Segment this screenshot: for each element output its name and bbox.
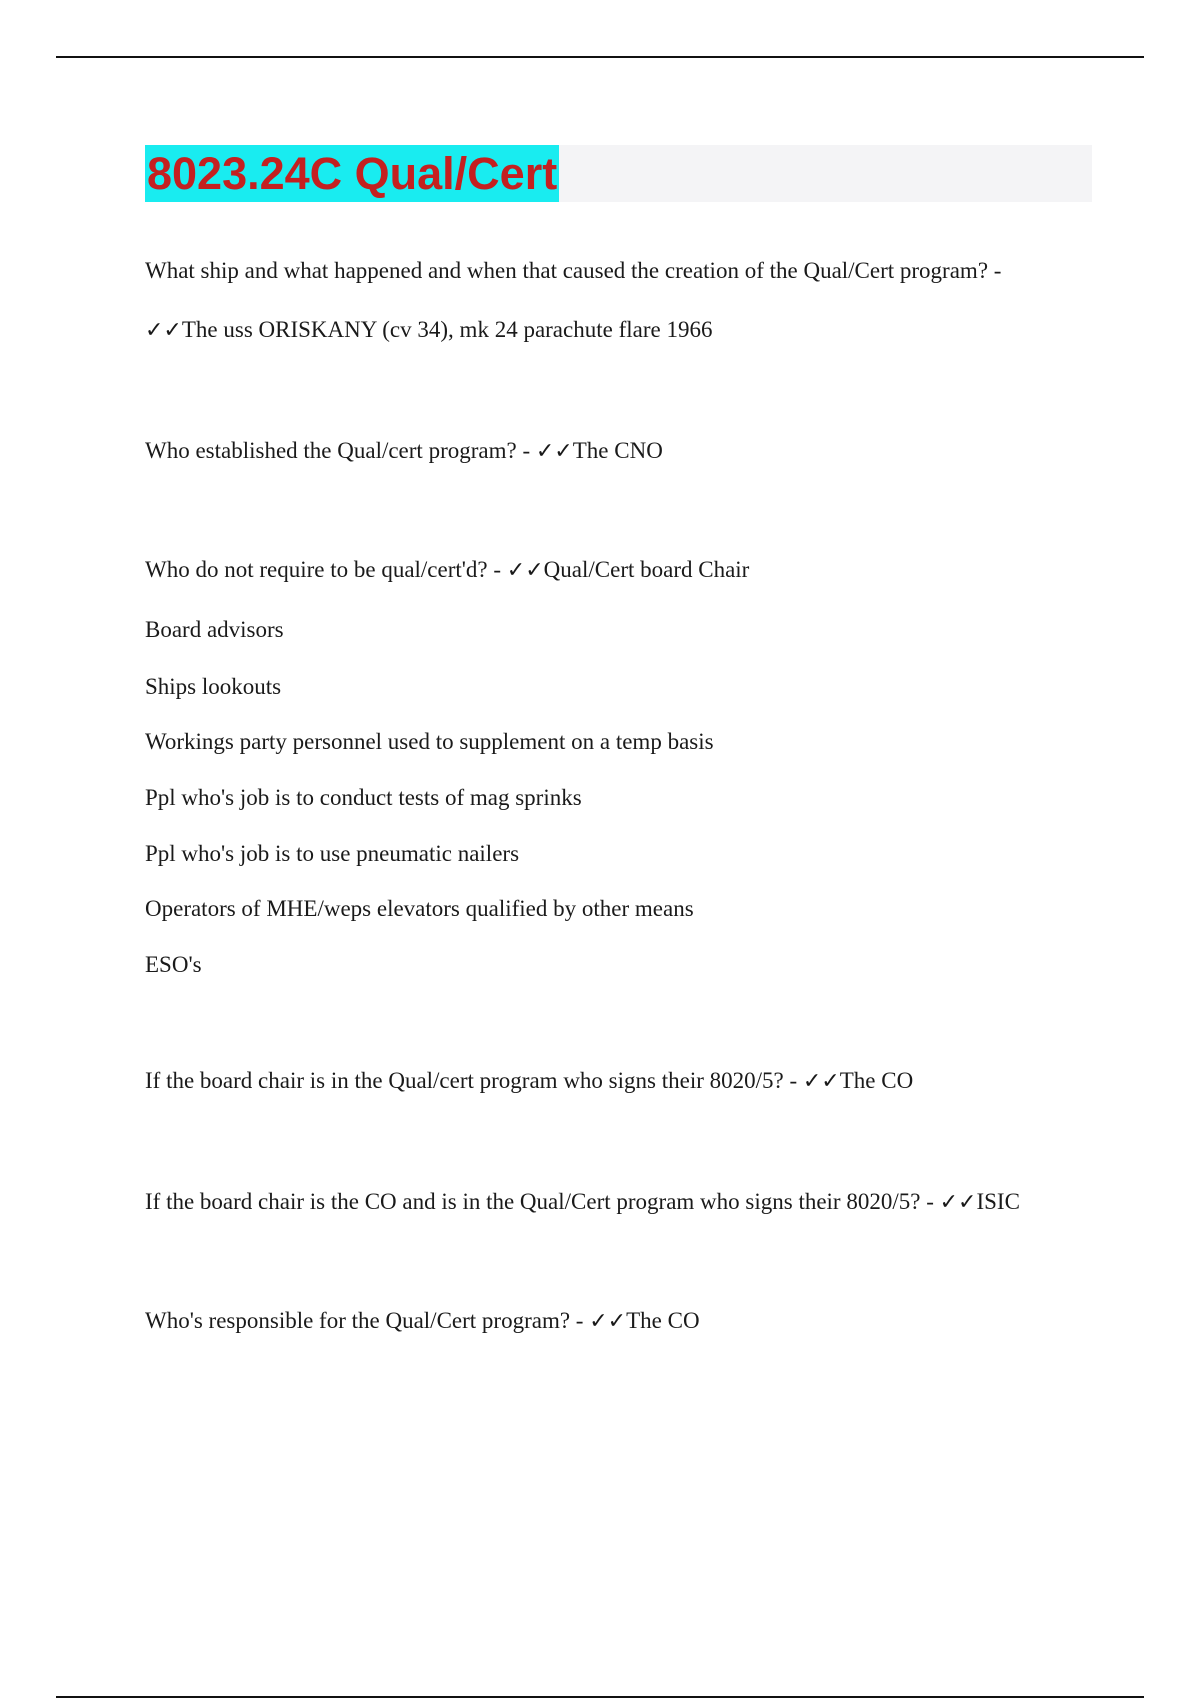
question-3 <box>145 556 749 585</box>
list-item: Workings party personnel used to supplement on a temp basis <box>145 729 714 754</box>
question-1 <box>145 257 1001 285</box>
question-text: What ship and what happened and when that caused the creation of the Qual/Cert program? - <box>145 258 1002 283</box>
list-item: Ppl who's job is to use pneumatic nailers <box>145 841 520 866</box>
question-text: If the board chair is in the Qual/cert program who signs their 8020/5? - <box>145 1068 803 1093</box>
double-check-icon: ✓✓ <box>589 1309 627 1334</box>
list-item: Operators of MHE/weps elevators qualified by other means <box>145 896 694 921</box>
question-text: Who's responsible for the Qual/Cert program? - <box>145 1308 590 1333</box>
question-text: Who established the Qual/cert program? - <box>145 438 536 463</box>
double-check-icon: ✓✓ <box>802 1069 840 1094</box>
answer-text: The CO <box>839 1068 914 1093</box>
double-check-icon: ✓✓ <box>145 318 182 343</box>
answer-text: The CO <box>626 1308 700 1333</box>
footer-rule <box>56 1696 1144 1698</box>
list-item: ESO's <box>145 952 202 977</box>
answer-text: The uss ORISKANY (cv 34), mk 24 parachute flare 1966 <box>181 317 713 342</box>
double-check-icon: ✓✓ <box>506 558 544 583</box>
list-item: Ships lookouts <box>145 674 282 699</box>
question-5 <box>145 1188 1020 1217</box>
answer-text: Qual/Cert board Chair <box>543 557 750 582</box>
question-4 <box>145 1067 913 1096</box>
double-check-icon: ✓✓ <box>939 1190 977 1215</box>
list-item: Ppl who's job is to conduct tests of mag sprinks <box>145 785 582 810</box>
answer-1 <box>145 316 712 345</box>
double-check-icon: ✓✓ <box>535 439 573 464</box>
list-item: Board advisors <box>145 617 284 642</box>
document-title: 8023.24C Qual/Cert <box>145 145 559 202</box>
question-text: If the board chair is the CO and is in the Qual/Cert program who signs their 8020/5? - <box>145 1189 940 1214</box>
question-6 <box>145 1307 700 1336</box>
question-2 <box>145 437 663 466</box>
header-rule <box>56 56 1144 58</box>
question-text: Who do not require to be qual/cert'd? - <box>145 557 507 582</box>
answer-text: ISIC <box>976 1189 1020 1214</box>
answer-text: The CNO <box>572 438 663 463</box>
